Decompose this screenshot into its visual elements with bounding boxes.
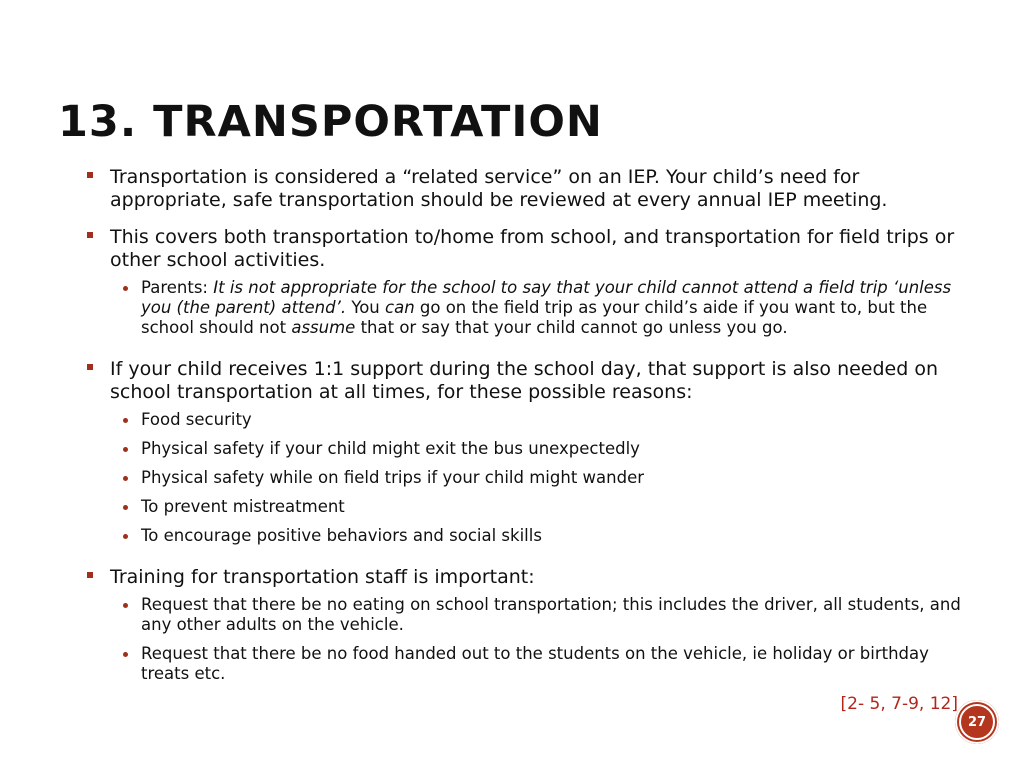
dot-bullet-icon — [123, 603, 128, 608]
sub-bullet-text: Food security — [141, 410, 252, 429]
square-bullet-icon — [87, 364, 93, 370]
page-number: 27 — [959, 704, 995, 740]
sub-bullet-item — [118, 468, 967, 488]
dot-bullet-icon — [123, 534, 128, 539]
sub-bullet-item — [118, 410, 967, 430]
slide-title: 13. TRANSPORTATION — [58, 97, 603, 147]
dot-bullet-icon — [123, 418, 128, 423]
sub-bullet-lead: Parents: — [141, 278, 214, 297]
sub-bullet-text: You — [346, 298, 386, 317]
square-bullet-icon — [87, 172, 93, 178]
sub-bullet-item — [118, 278, 967, 338]
sub-bullet-text: To encourage positive behaviors and social skills — [141, 526, 542, 545]
bullet-text: Transportation is considered a “related service” on an IEP. Your child’s need for appropriate, safe transportation should be reviewed at every annual IEP meeting. — [110, 166, 888, 211]
square-bullet-icon — [87, 232, 93, 238]
page-number-badge — [955, 700, 999, 744]
sub-bullet-item — [118, 644, 967, 684]
bullet-text: Training for transportation staff is important: — [110, 566, 535, 588]
sub-bullet-italic: can — [385, 298, 415, 317]
slide-body — [87, 166, 967, 698]
sub-bullet-text: Request that there be no food handed out to the students on the vehicle, ie holiday or birthday treats etc. — [141, 644, 929, 683]
sub-bullet-text: that or say that your child cannot go unless you go. — [355, 318, 788, 337]
sub-bullet-italic: It is not appropriate for the school to say that your child cannot attend a field trip ‘unless you (the parent) attend’. — [141, 278, 952, 317]
reference-citation: [2- 5, 7-9, 12] — [840, 694, 958, 714]
dot-bullet-icon — [123, 505, 128, 510]
sub-bullet-text: Physical safety if your child might exit the bus unexpectedly — [141, 439, 640, 458]
dot-bullet-icon — [123, 476, 128, 481]
sub-bullet-text: To prevent mistreatment — [141, 497, 345, 516]
sub-bullet-italic: assume — [291, 318, 356, 337]
square-bullet-icon — [87, 572, 93, 578]
bullet-text: If your child receives 1:1 support during the school day, that support is also needed on school transportation at all times, for these possible reasons: — [110, 358, 939, 403]
sub-bullet-text: go on the field trip as your child’s aide if you want to, but the school should not — [141, 298, 928, 337]
dot-bullet-icon — [123, 652, 128, 657]
bullet-text: This covers both transportation to/home from school, and transportation for field trips or other school activities. — [110, 226, 955, 271]
bullet-item — [87, 358, 967, 546]
bullet-item — [87, 166, 967, 212]
sub-bullet-item — [118, 497, 967, 517]
sub-bullet-text: Physical safety while on field trips if your child might wander — [141, 468, 645, 487]
dot-bullet-icon — [123, 286, 128, 291]
sub-bullet-item — [118, 595, 967, 635]
sub-bullet-text: Request that there be no eating on school transportation; this includes the driver, all students, and any other adults on the vehicle. — [141, 595, 961, 634]
bullet-item — [87, 226, 967, 338]
bullet-item — [87, 566, 967, 684]
sub-bullet-item — [118, 526, 967, 546]
dot-bullet-icon — [123, 447, 128, 452]
sub-bullet-item — [118, 439, 967, 459]
